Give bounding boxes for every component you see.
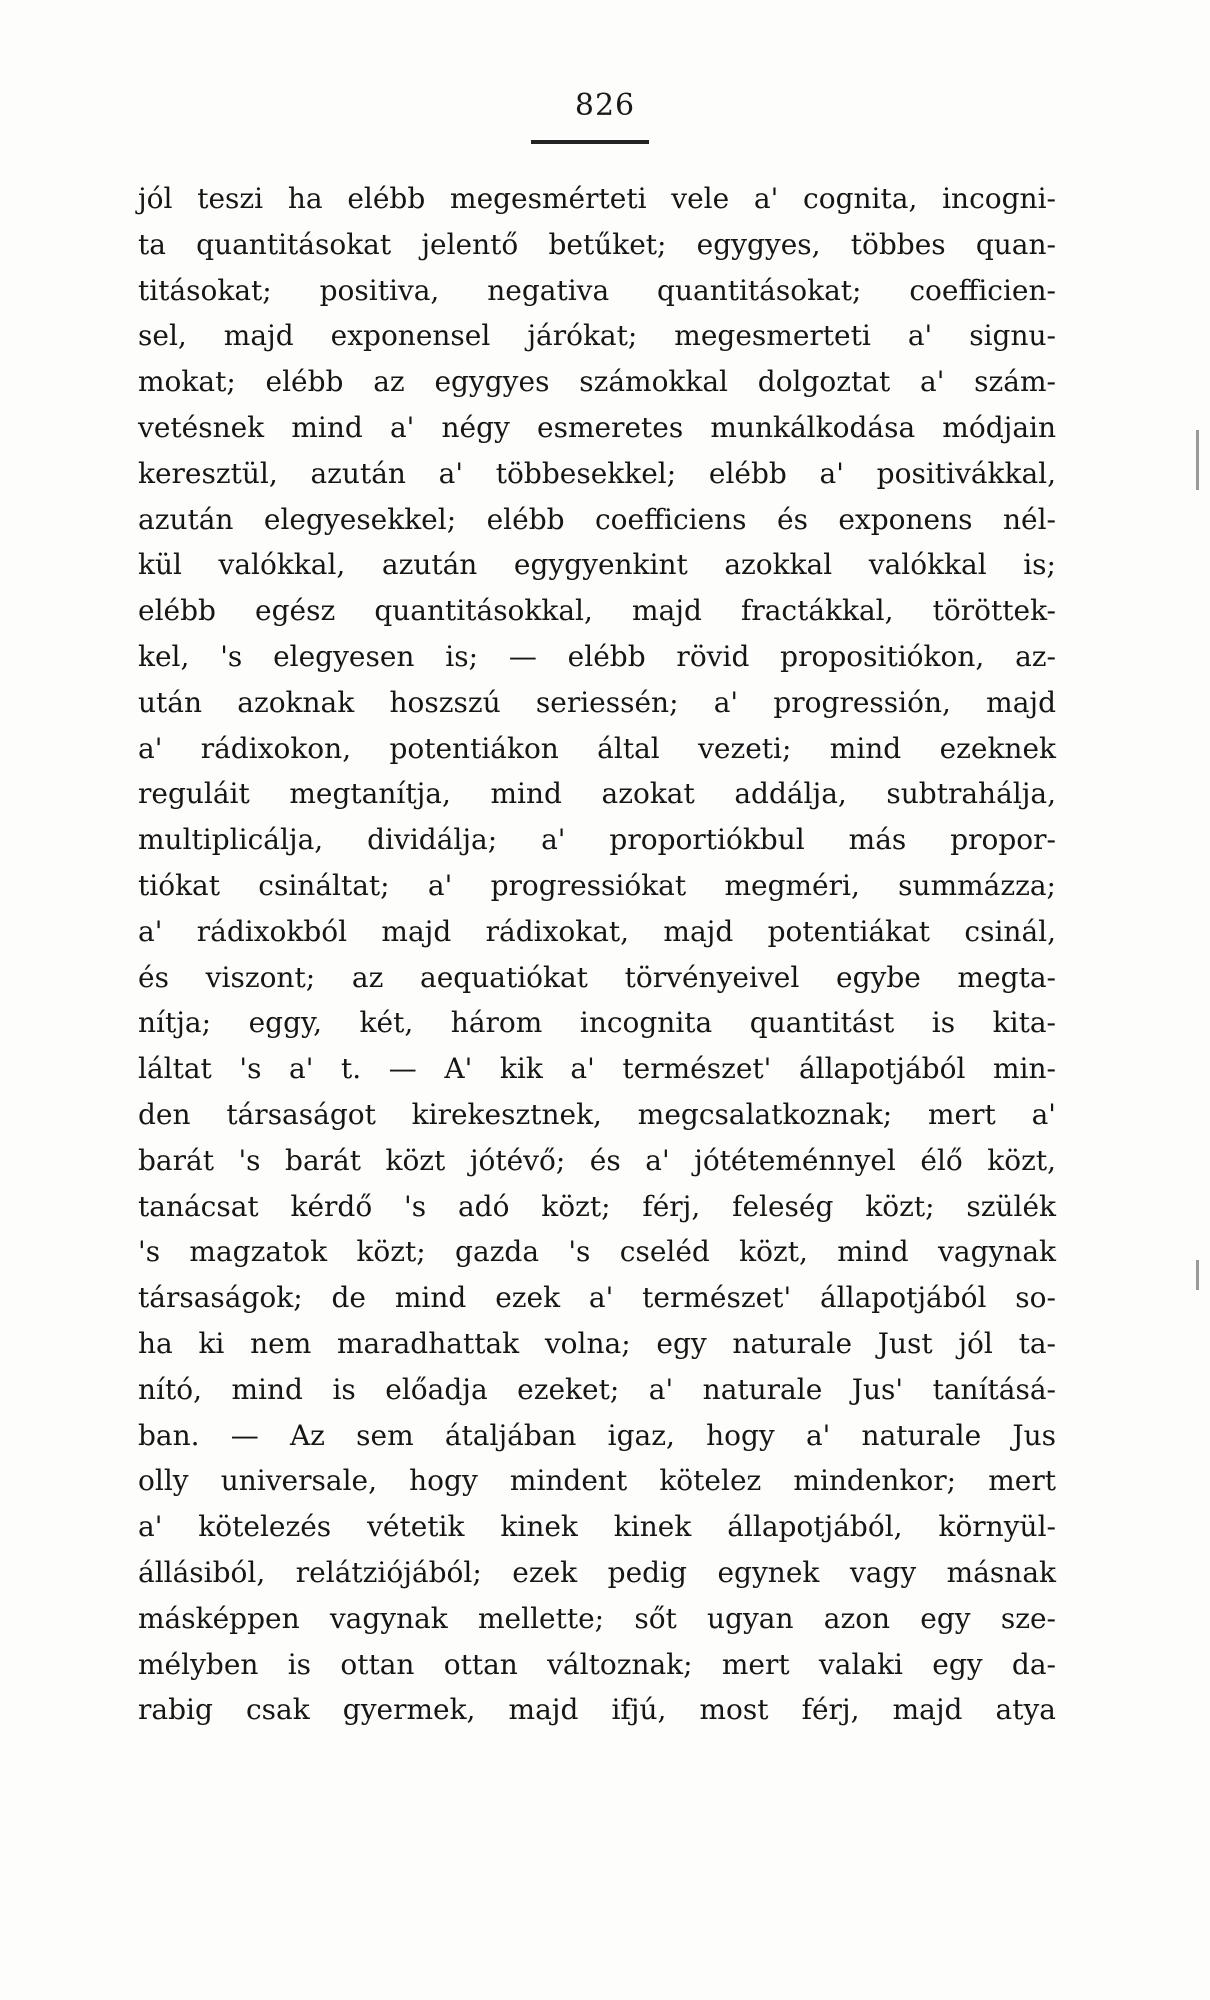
text-line: jól teszi ha elébb megesmérteti vele a' cognita, incogni- xyxy=(138,182,1056,215)
text-line: a' kötelezés vétetik kinek kinek állapotjából, környül- xyxy=(138,1510,1056,1544)
text-line: tiókat csináltat; a' progressiókat megméri, summázza; xyxy=(138,868,1056,902)
text-line: társaságok; de mind ezek a' természet' állapotjából so- xyxy=(138,1281,1056,1315)
body-text xyxy=(138,176,1056,1733)
text-line: a' rádixokon, potentiákon által vezeti; mind ezeknek xyxy=(138,731,1056,765)
text-line: titásokat; positiva, negativa quantitásokat; coefficien- xyxy=(138,273,1056,307)
text-line: kel, 's elegyesen is; — elébb rövid propositiókon, az- xyxy=(138,639,1056,673)
text-line: sel, majd exponensel járókat; megesmerteti a' signu- xyxy=(138,319,1056,353)
text-line: a' rádixokból majd rádixokat, majd potentiákat csinál, xyxy=(138,914,1056,948)
text-line: láltat 's a' t. — A' kik a' természet' állapotjából min- xyxy=(138,1052,1056,1086)
text-line: nító, mind is előadja ezeket; a' naturale Jus' tanításá- xyxy=(138,1372,1056,1406)
text-line: tanácsat kérdő 's adó közt; férj, feleség közt; szülék xyxy=(138,1189,1056,1223)
text-line: vetésnek mind a' négy esmeretes munkálkodása módjain xyxy=(138,410,1056,444)
margin-scan-artifact xyxy=(1196,1260,1199,1290)
text-line: rabig csak gyermek, majd ifjú, most férj, majd atya xyxy=(138,1693,1056,1727)
text-line: másképpen vagynak mellette; sőt ugyan azon egy sze- xyxy=(138,1601,1056,1635)
text-line: den társaságot kirekesztnek, megcsalatkoznak; mert a' xyxy=(138,1097,1056,1131)
page-number: 826 xyxy=(574,88,636,123)
text-line: ban. — Az sem átaljában igaz, hogy a' naturale Jus xyxy=(138,1418,1056,1452)
text-line: ta quantitásokat jelentő betűket; egygyes, többes quan- xyxy=(138,227,1056,261)
header-rule xyxy=(531,140,649,144)
text-line: mélyben is ottan ottan változnak; mert valaki egy da- xyxy=(138,1647,1056,1681)
text-line: barát 's barát közt jótévő; és a' jótéteménnyel élő közt, xyxy=(138,1143,1056,1177)
text-line: kül valókkal, azután egygyenkint azokkal valókkal is; xyxy=(138,548,1056,582)
text-line: multiplicálja, dividálja; a' proportiókbul más propor- xyxy=(138,823,1056,857)
text-line: és viszont; az aequatiókat törvényeivel egybe megta- xyxy=(138,960,1056,994)
text-line: olly universale, hogy mindent kötelez mindenkor; mert xyxy=(138,1464,1056,1498)
text-line: keresztül, azután a' többesekkel; elébb a' positivákkal, xyxy=(138,456,1056,490)
text-line: ha ki nem maradhattak volna; egy naturale Just jól ta- xyxy=(138,1326,1056,1360)
margin-scan-artifact xyxy=(1196,430,1199,490)
text-line: állásiból, relátziójából; ezek pedig egynek vagy másnak xyxy=(138,1555,1056,1589)
text-line: elébb egész quantitásokkal, majd fractákkal, töröttek- xyxy=(138,594,1056,628)
text-line: azután elegyesekkel; elébb coefficiens és exponens nél- xyxy=(138,502,1056,536)
text-line: után azoknak hoszszú seriessén; a' progressión, majd xyxy=(138,685,1056,719)
text-line: mokat; elébb az egygyes számokkal dolgoztat a' szám- xyxy=(138,365,1056,399)
text-line: 's magzatok közt; gazda 's cseléd közt, mind vagynak xyxy=(138,1235,1056,1269)
text-line: nítja; eggy, két, három incognita quantitást is kita- xyxy=(138,1006,1056,1040)
text-line: reguláit megtanítja, mind azokat addálja, subtrahálja, xyxy=(138,777,1056,811)
